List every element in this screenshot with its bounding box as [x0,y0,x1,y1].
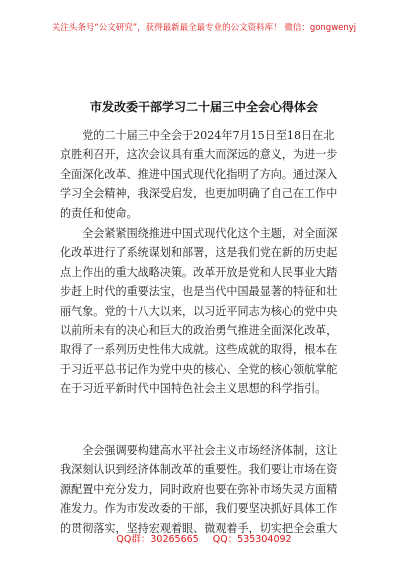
footer-qq-number: QQ：535304092 [212,534,292,545]
paragraph-line: 的责任和使命。 [60,206,138,220]
paragraph-line: 准发力。作为市发改委的干部，我们要坚决抓好具体工作 [60,502,338,516]
paragraph-line: 步赶上时代的重要法宝，也是当代中国最显著的特征和壮 [60,285,338,299]
paragraph-line: 于习近平总书记作为党中央的核心、全党的核心领航掌舵 [60,362,338,376]
footer-contact [0,531,408,545]
paragraph-2 [60,224,352,399]
paragraph-line: 丽气象。党的十八大以来，以习近平同志为核心的党中央 [60,304,338,318]
paragraph-line: 取得了一系列历史性伟大成就。这些成就的取得，根本在 [60,343,338,357]
paragraph-line: 的贯彻落实，坚持宏观着眼、微观着手，切实把全会重大 [60,521,338,535]
document-title: 市发改委干部学习二十届三中全会心得体会 [89,100,318,114]
paragraph-line: 学习全会精神，我深受启发，也更加明确了自己在工作中 [60,187,338,201]
paragraph-line: 党的二十届三中全会于2024年7月15日至18日在北 [60,129,335,142]
paragraph-line: 京胜利召开，这次会议具有重大而深远的意义，为进一步 [60,148,338,162]
paragraph-line: 以前所未有的决心和巨大的政治勇气推进全面深化改革， [60,323,338,337]
footer-qq-group: QQ群：30265665 [116,534,199,545]
paragraph-1 [60,126,352,223]
paragraph-3 [60,441,352,538]
paragraph-line: 化改革进行了系统谋划和部署，这是我们党在新的历史起 [60,246,338,260]
paragraph-line: 全会强调要构建高水平社会主义市场经济体制，这让 [60,444,338,457]
paragraph-line: 源配置中充分发力，同时政府也要在弥补市场失灵方面精 [60,482,338,496]
paragraph-line: 点上作出的重大战略决策。改革开放是党和人民事业大踏 [60,265,338,279]
paragraph-line: 我深刻认识到经济体制改革的重要性。我们要让市场在资 [60,463,338,477]
paragraph-line: 全面深化改革、推进中国式现代化指明了方向。通过深入 [60,167,338,181]
paragraph-line: 在于习近平新时代中国特色社会主义思想的科学指引。 [60,382,327,396]
paragraph-line: 全会紧紧围绕推进中国式现代化这个主题，对全面深 [60,227,338,240]
header-promo-note: 关注头条号“公文研究”，获得最新最全最专业的公文资料库！ 微信：gongwenyj [51,23,357,33]
